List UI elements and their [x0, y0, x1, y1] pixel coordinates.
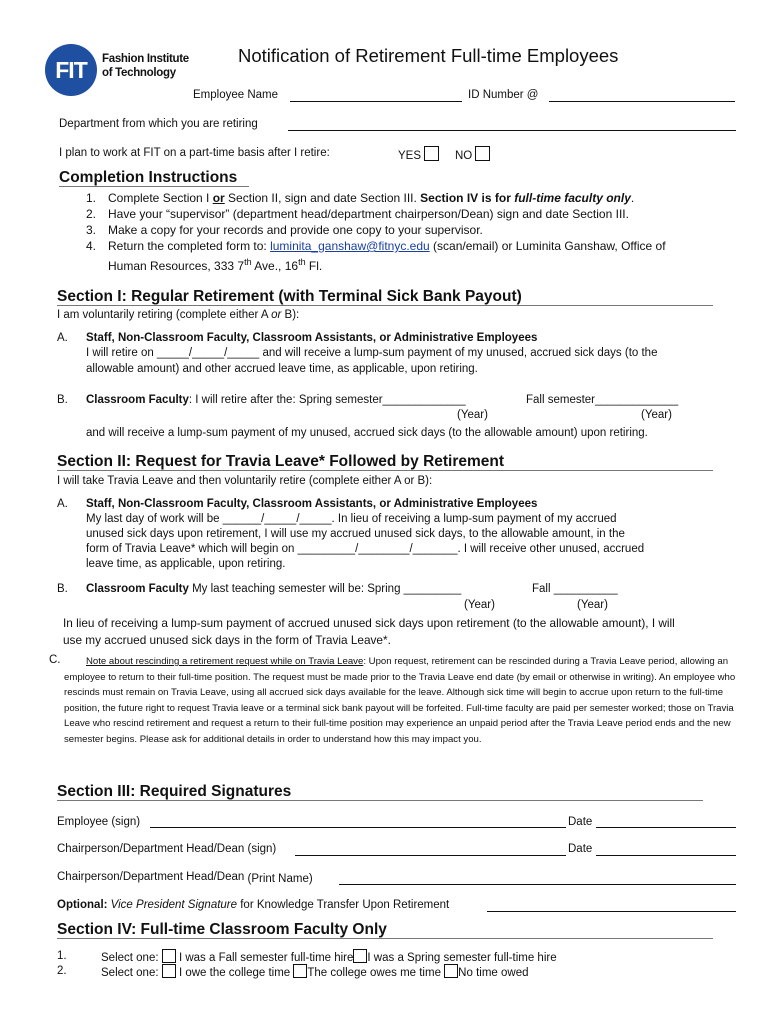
date-label: Date: [568, 816, 593, 828]
item-text-bold: Section IV is for: [420, 191, 515, 205]
yes-option: [398, 146, 439, 164]
chair-sign-label: Chairperson/Department Head/Dean (sign): [57, 843, 277, 855]
item-text-bold-italic: full-time faculty only: [514, 191, 631, 205]
item-text: Human Resources, 333 7: [108, 259, 245, 273]
section2-b-line[interactable]: [86, 582, 461, 597]
section2-a-line4: leave time, as applicable, upon retiring.: [86, 558, 286, 570]
section2-rule: [57, 470, 713, 471]
owe-college-label: I owe the college time: [175, 967, 294, 979]
item-text: (scan/email) or Luminita Ganshaw, Office of: [429, 239, 666, 253]
optional-rest-text: for Knowledge Transfer Upon Retirement: [237, 899, 450, 911]
para-line: use my accrued unused sick days in the form of Travia Leave*.: [63, 633, 391, 647]
year-caption: (Year): [457, 409, 488, 421]
section1-b-line2: and will receive a lump-sum payment of my unused, accrued sick days (to the allowable amount) upon retiring.: [86, 427, 648, 439]
item-text: Return the completed form to:: [108, 239, 271, 253]
form-title: Notification of Retirement Full-time Employees: [238, 45, 619, 66]
section1-a-line2: allowable amount) and other accrued leave time, as applicable, upon retiring.: [86, 363, 478, 375]
section4-row2-number: 2.: [57, 965, 67, 977]
college-owes-label: The college owes me time: [307, 967, 445, 979]
chair-sign-field[interactable]: [295, 855, 566, 856]
no-label: NO: [455, 150, 473, 162]
employee-name-field[interactable]: [290, 101, 462, 102]
no-option: [455, 146, 490, 164]
section2-heading: Section II: Request for Travia Leave* Followed by Retirement: [57, 453, 505, 470]
item-text: Make a copy for your records and provide one copy to your supervisor.: [108, 223, 483, 237]
vp-signature-text: Vice President Signature: [107, 899, 238, 911]
vp-signature-field[interactable]: [487, 911, 736, 912]
section4-row1-number: 1.: [57, 950, 67, 962]
instruction-list: [86, 190, 706, 274]
select-one-label: Select one:: [101, 952, 159, 964]
college-owes-checkbox[interactable]: [293, 964, 307, 978]
id-number-label: ID Number @: [468, 89, 539, 101]
employee-date-field[interactable]: [596, 827, 736, 828]
fall-hire-label: I was a Fall semester full-time hire: [175, 952, 354, 964]
chair-print-text: Chairperson/Department Head/Dean: [57, 871, 248, 883]
or-emphasis: or: [212, 191, 225, 205]
completion-heading: Completion Instructions: [59, 169, 238, 186]
section2-a-line2: unused sick days upon retirement, I will use my accrued unused sick days, to the allowable amount, in the: [86, 528, 625, 540]
employee-sign-field[interactable]: [150, 827, 566, 828]
owe-college-checkbox[interactable]: [162, 964, 176, 978]
item-number: 1.: [86, 191, 97, 205]
section2-b-para: [63, 615, 675, 649]
para-line: In lieu of receiving a lump-sum payment of accrued unused sick days upon retirement (to the allowable amount), I will: [63, 616, 675, 630]
rescind-note-text: : Upon request, retirement can be rescinded during a Travia Leave period, allowing an employee to return to their full-time position. The request must be made prior to the Travia Leave end date (by email or otherwise in writing). An employee who rescinds must remain on Travia Leave, using all accrued sick days available for the leave. Although sick time will begin to accrue upon return to the full-time position, the future right to request Travia leave or a terminal sick bank payout will be forfeited. Full-time faculty are paid per semester worked; those on Travia Leave who rescind retirement and request a return to their full-time position may experience an unpaid period after the Travia Leave period ends and the new semester begins. Please ask for additional details in order to understand how this may impact you.: [64, 656, 736, 745]
chair-print-field[interactable]: [339, 884, 736, 885]
section1-fall-semester-field[interactable]: Fall semester_____________: [526, 394, 679, 406]
superscript: th: [244, 257, 252, 267]
section4-rule: [57, 938, 713, 939]
section1-heading: Section I: Regular Retirement (with Terminal Sick Bank Payout): [57, 288, 522, 305]
parttime-label: I plan to work at FIT on a part-time basis after I retire:: [59, 147, 330, 159]
employee-name-label: Employee Name: [193, 89, 279, 101]
optional-label: Optional:: [57, 899, 108, 911]
rescind-note-title: Note about rescinding a retirement request while on Travia Leave: [86, 656, 364, 667]
fit-logo-mark: FIT: [45, 44, 97, 96]
fall-hire-checkbox[interactable]: [162, 949, 176, 963]
optional-vp-label: [57, 898, 449, 913]
section1-b-label: B.: [57, 394, 68, 406]
fit-logo-text: [102, 52, 189, 80]
classroom-faculty-label: Classroom Faculty: [86, 394, 189, 406]
yes-checkbox[interactable]: [424, 146, 439, 161]
section1-a-line1[interactable]: I will retire on _____/_____/_____ and will receive a lump-sum payment of my unused, accrued sick days (to the: [86, 347, 658, 359]
spring-semester-field[interactable]: My last teaching semester will be: Spring _________: [188, 583, 462, 595]
logo-line-2: of Technology: [102, 67, 176, 79]
print-name-text: (Print Name): [247, 873, 313, 885]
section1-a-label: A.: [57, 332, 68, 344]
intro-text: B):: [281, 309, 300, 321]
section2-c-label: C.: [49, 654, 61, 666]
item-text: .: [630, 191, 635, 205]
section1-a-title: Staff, Non-Classroom Faculty, Classroom Assistants, or Administrative Employees: [86, 332, 538, 344]
intro-text: I am voluntarily retiring (complete either A: [57, 309, 272, 321]
section1-rule: [57, 305, 713, 306]
year-caption: (Year): [577, 599, 608, 611]
logo-line-1: Fashion Institute: [102, 53, 189, 65]
item-text: Ave., 16: [251, 259, 299, 273]
section2-a-line3[interactable]: form of Travia Leave* which will begin on _________/________/_______. I will receive other unused, accrued: [86, 543, 645, 555]
instruction-item: [86, 206, 706, 222]
completion-rule: [59, 186, 249, 187]
no-time-owed-checkbox[interactable]: [444, 964, 458, 978]
instruction-item: [86, 222, 706, 238]
email-link[interactable]: luminita_ganshaw@fitnyc.edu: [270, 239, 430, 253]
section2-a-title: Staff, Non-Classroom Faculty, Classroom Assistants, or Administrative Employees: [86, 498, 538, 510]
date-label: Date: [568, 843, 593, 855]
department-field[interactable]: [288, 130, 736, 131]
section4-row2: [101, 964, 528, 981]
chair-print-label: [57, 870, 313, 885]
no-checkbox[interactable]: [475, 146, 490, 161]
classroom-faculty-label: Classroom Faculty: [86, 583, 189, 595]
section2-a-label: A.: [57, 498, 68, 510]
yes-label: YES: [398, 150, 422, 162]
section3-heading: Section III: Required Signatures: [57, 783, 292, 800]
department-label: Department from which you are retiring: [59, 118, 258, 130]
section4-heading: Section IV: Full-time Classroom Faculty Only: [57, 921, 387, 938]
section1-b-line[interactable]: [86, 393, 466, 408]
item-number: 2.: [86, 207, 97, 221]
item-text: Section II, sign and date Section III.: [224, 191, 421, 205]
item-number: 4.: [86, 239, 97, 253]
item-text: Fl.: [305, 259, 323, 273]
intro-or: or: [271, 309, 282, 321]
instruction-item: [86, 190, 706, 206]
id-number-field[interactable]: [549, 101, 735, 102]
section2-a-line1[interactable]: My last day of work will be ______/_____/_____. In lieu of receiving a lump-sum payment of my accrued: [86, 513, 617, 525]
section2-b-label: B.: [57, 583, 68, 595]
year-caption: (Year): [464, 599, 495, 611]
employee-sign-label: Employee (sign): [57, 816, 141, 828]
section2-intro: I will take Travia Leave and then voluntarily retire (complete either A or B):: [57, 475, 433, 487]
select-one-label: Select one:: [101, 967, 159, 979]
chair-date-field[interactable]: [596, 855, 736, 856]
item-text: Have your “supervisor” (department head/department chairperson/Dean) sign and date Section III.: [108, 207, 629, 221]
spring-semester-field[interactable]: : I will retire after the: Spring semester_____________: [188, 394, 466, 406]
spring-hire-checkbox[interactable]: [353, 949, 367, 963]
rescind-note: [64, 654, 736, 748]
instruction-item: [86, 238, 706, 274]
year-caption: (Year): [641, 409, 672, 421]
spring-hire-label: I was a Spring semester full-time hire: [367, 952, 557, 964]
superscript: th: [298, 257, 306, 267]
section1-intro: [57, 308, 299, 323]
item-number: 3.: [86, 223, 97, 237]
section3-rule: [57, 800, 703, 801]
no-time-owed-label: No time owed: [458, 967, 529, 979]
item-text: Complete Section I: [108, 191, 213, 205]
section2-fall-field[interactable]: Fall __________: [532, 583, 618, 595]
